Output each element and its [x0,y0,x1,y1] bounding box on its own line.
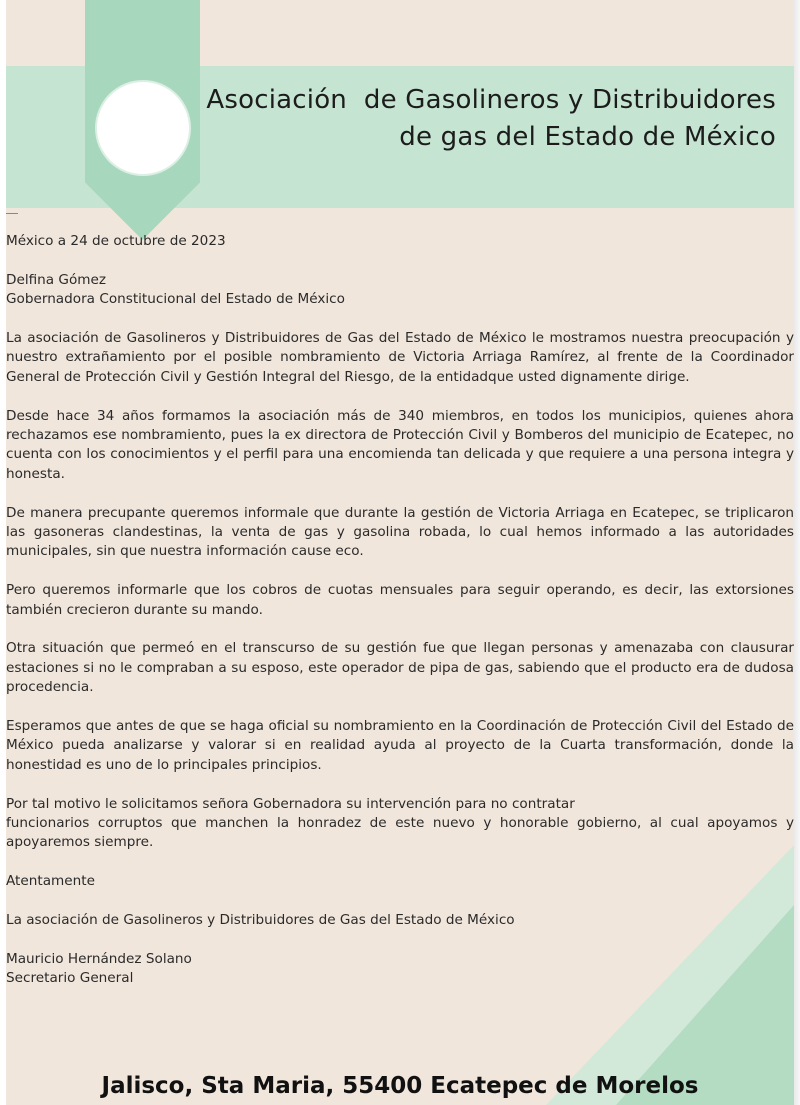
paragraph-1: La asociación de Gasolineros y Distribuidores de Gas del Estado de México le mostramos nuestra preocupación y nuestro extrañamiento por el posible nombramiento de Victoria Arriaga Ramírez, al frente de la Coordinador General de Protección Civil y Gestión Integral del Riesgo, de la entidadque usted dignamente dirige. [6,330,794,385]
closing-line-2: funcionarios corruptos que manchen la honradez de este nuevo y honorable gobierno, al cual apoyamos y apoyaremos siempre. [6,815,794,851]
divider [6,213,18,214]
signer-title: Secretario General [6,970,134,987]
paragraph-2: Desde hace 34 años formamos la asociación más de 340 miembros, en todos los municipios, quienes ahora rechazamos ese nombramiento, pues la ex directora de Protección Civil y Bomberos del municipio de Ecatepec, no cuenta con los conocimientos y el perfil para una encomienda tan delicada y que requiere a una persona integra y honesta. [6,407,794,482]
signer-name: Mauricio Hernández Solano [6,950,192,967]
paragraph-5: Otra situación que permeó en el transcurso de su gestión fue que llegan personas y amenazaba con clausurar estaciones si no le compraban a su esposo, este operador de pipa de gas, sabiendo que el producto era de dudosa procedencia. [6,640,794,696]
letter-body [6,232,794,1008]
salutation: Atentamente [6,873,95,890]
page-edge [794,0,800,1105]
paragraph-3: De manera precupante queremos informale que durante la gestión de Victoria Arriaga en Ecatepec, se triplicaron las gasoneras clandestinas, la venta de gas y gasolina robada, lo cual hemos informado a las autoridades municipales, sin que nuestra información cause eco. [6,504,794,560]
recipient-title: Gobernadora Constitucional del Estado de México [6,291,345,308]
paragraph-4: Pero queremos informarle que los cobros de cuotas mensuales para seguir operando, es decir, las extorsiones también crecieron durante su mando. [6,582,794,618]
letterhead-title [156,82,776,156]
title-line-2: de gas del Estado de México [399,122,776,152]
paragraph-6: Esperamos que antes de que se haga oficial su nombramiento en la Coordinación de Protección Civil del Estado de México pueda analizarse y valorar si en realidad ayuda al proyecto de la Cuarta transformación, donde la honestidad es uno de lo principales principios. [6,718,794,773]
organization-signature: La asociación de Gasolineros y Distribuidores de Gas del Estado de México [6,912,515,929]
footer-address: Jalisco, Sta Maria, 55400 Ecatepec de Morelos [101,1073,699,1099]
letter-page [6,0,794,1105]
title-line-1: Asociación de Gasolineros y Distribuidores [206,85,776,115]
recipient-name: Delfina Gómez [6,271,107,288]
closing-line-1: Por tal motivo le solicitamos señora Gobernadora su intervención para no contratar [6,795,575,812]
letter-date: México a 24 de octubre de 2023 [6,233,226,249]
